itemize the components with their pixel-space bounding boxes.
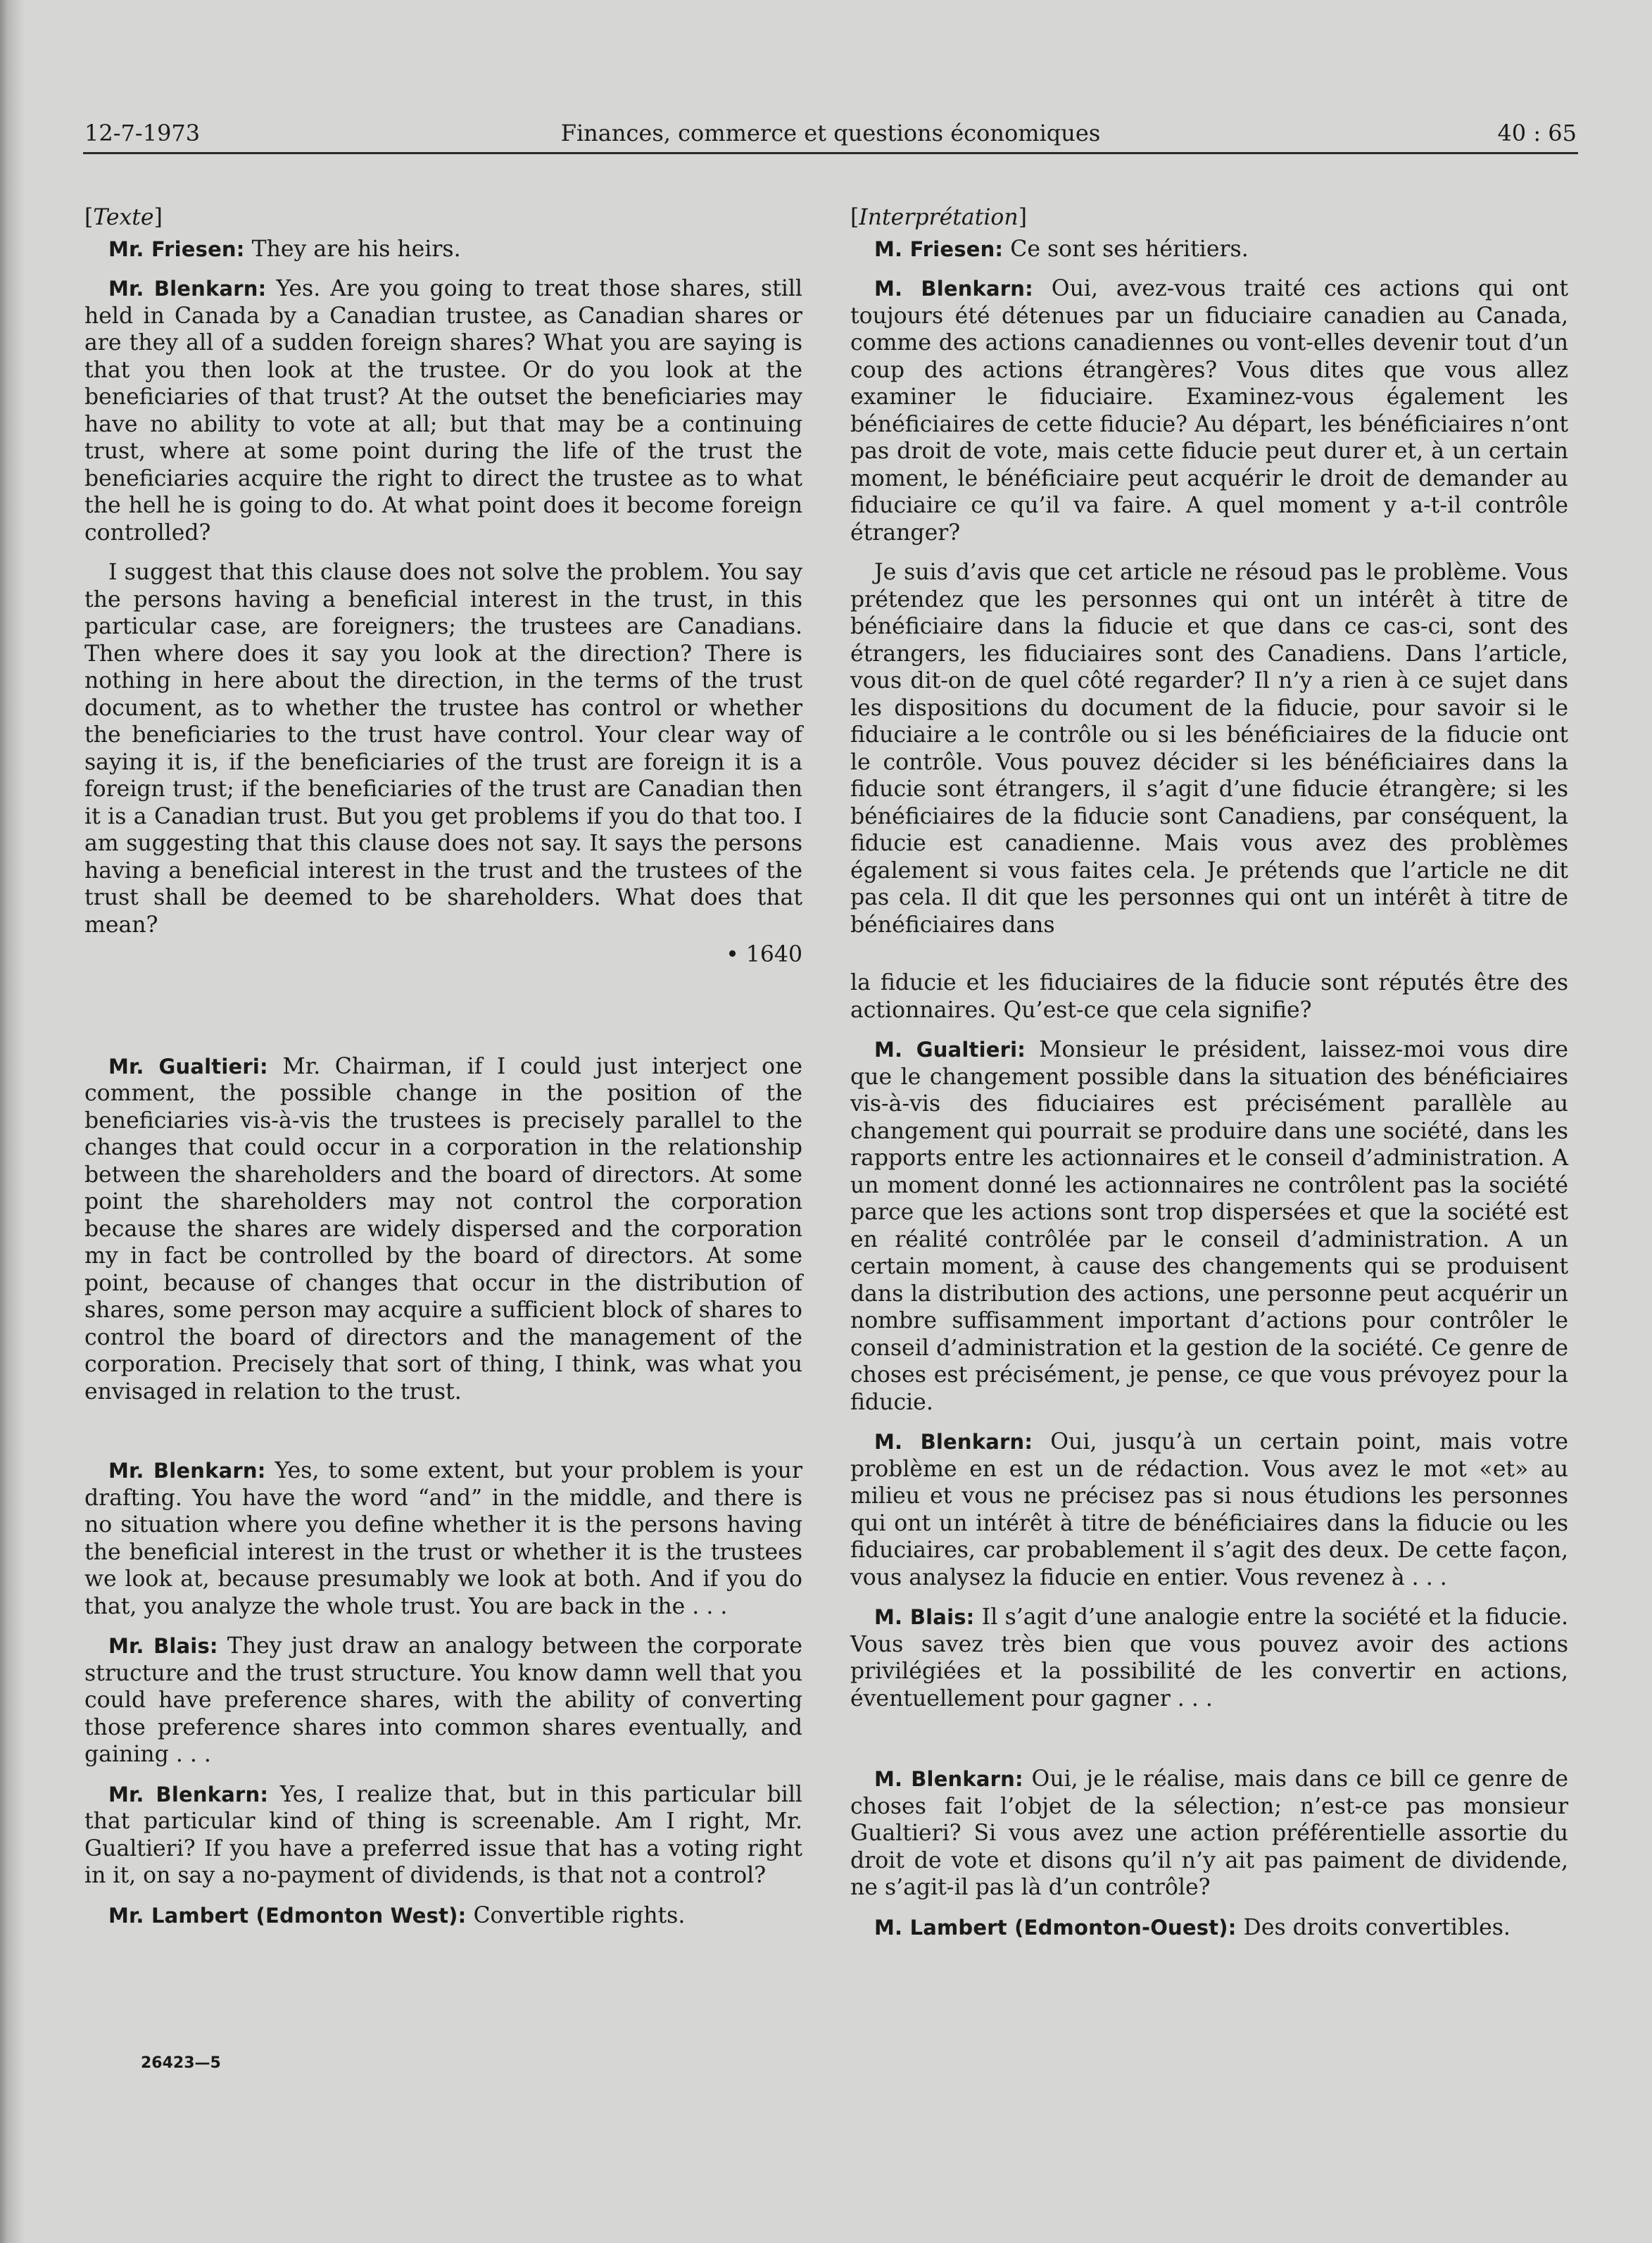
speaker-name: Mr. Friesen: (108, 237, 245, 261)
paragraph (84, 1457, 802, 1620)
paragraph (850, 1428, 1568, 1591)
speaker-name: Mr. Gualtieri: (108, 1054, 268, 1079)
speech-text: Oui, je le réalise, mais dans ce bill ce genre de choses fait l’objet de la sélection; n’est-ce pas monsieur Gualtieri? Si vous avez une action préférentielle assortie du droit de vote et disons qu’il n’y ait pas paiment de dividende, ne s’agit-il pas là d’un contrôle? (850, 1766, 1568, 1900)
paragraph (850, 1036, 1568, 1416)
paragraph (84, 1781, 802, 1890)
speaker-name: Mr. Blenkarn: (108, 1782, 269, 1807)
header-page-ref: 40 : 65 (1497, 120, 1577, 146)
column-tag-text: Interprétation (859, 205, 1019, 230)
speech-text: Monsieur le président, laissez-moi vous dire que le changement possible dans la situation des bénéficiaires vis-à-vis des fiduciaires est précisément parallèle au changement qui pourrait se produire dans une société, dans les rapports entre les actionnaires et le conseil d’administration. A un moment donné les actionnaires ne contrôlent pas la société parce que les actions sont trop dispersées et que la société est en réalité contrôlée par le conseil d’administration. A un certain moment, à cause des changements qui se produisent dans la distribution des actions, une personne peut acquérir un nombre suffisamment important d’actions pour contrôler le conseil d’administration et la gestion de la société. Ce genre de choses est précisément, je pense, ce que vous prévoyez pour la fiducie. (850, 1037, 1568, 1415)
speech-text: la fiducie et les fiduciaires de la fiducie sont réputés être des actionnaires. Qu’est-ce que cela signifie? (850, 970, 1568, 1023)
speech-text: Mr. Chairman, if I could just interject one comment, the possible change in the position of the beneficiaries vis-à-vis the trustees is precisely parallel to the changes that could occur in a corporation in the relationship between the shareholders and the board of directors. At some point the shareholders may not control the corporation because the shares are widely dispersed and the corporation my in fact be controlled by the board of directors. At some point, because of changes that occur in the distribution of shares, some person may acquire a sufficient block of shares to control the board of directors and the management of the corporation. Precisely that sort of thing, I think, was what you envisaged in relation to the trust. (84, 1053, 802, 1405)
print-code: 26423—5 (141, 2054, 221, 2072)
speaker-name: Mr. Blais: (108, 1634, 218, 1658)
speaker-name: M. Blenkarn: (874, 1767, 1023, 1791)
header-title: Finances, commerce et questions économiques (560, 120, 1101, 146)
paragraph (84, 559, 802, 938)
time-marker: • 1640 (726, 942, 802, 967)
speech-text: Il s’agit d’une analogie entre la société et la fiducie. Vous savez très bien que vous pouvez avoir des actions privilégiées et la possibilité de les convertir en actions, éventuellement pour gagner . . . (850, 1604, 1568, 1711)
french-column (850, 204, 1568, 1954)
speaker-name: M. Blenkarn: (874, 277, 1033, 301)
speech-text: Des droits convertibles. (1236, 1914, 1511, 1940)
speaker-name: M. Blenkarn: (874, 1430, 1033, 1454)
speech-text: Ce sont ses héritiers. (1003, 236, 1249, 262)
speech-text: Yes. Are you going to treat those shares, still held in Canada by a Canadian trustee, as Canadian shares or are they all of a sudden foreign shares? What you are saying is that you then look at the trustee. Or do you look at the beneficiaries of that trust? At the outset the beneficiaries may have no ability to vote at all; but that may be a continuing trust, where at some point during the life of the trust the beneficiaries acquire the right to direct the trustee as to what the hell he is going to do. At what point does it become foreign controlled? (84, 276, 802, 546)
english-column (84, 204, 802, 1942)
column-tag: [Texte] (84, 205, 163, 230)
header-date: 12-7-1973 (84, 120, 201, 146)
speech-text: Je suis d’avis que cet article ne résoud pas le problème. Vous prétendez que les personnes qui ont un intérêt à titre de bénéficiaire dans la fiducie et que dans ce cas-ci, sont des étrangers, les fiduciaires sont des Canadiens. Dans l’article, vous dit-on de quel côté regarder? Il n’y a rien à ce sujet dans les dispositions du document de la fiducie, pour savoir si le fiduciaire a le contrôle ou si les bénéficiaires de la fiducie ont le contrôle. Vous pouvez décider si les bénéficiaires dans la fiducie sont étrangers, il s’agit d’une fiducie étrangère; si les bénéficiaires de la fiducie sont Canadiens, par conséquent, la fiducie est canadienne. Mais vous avez des problèmes également si vous faites cela. Je prétends que l’article ne dit pas cela. Il dit que les personnes qui ont un intérêt à titre de bénéficiaires dans (850, 560, 1568, 938)
speaker-name: M. Blais: (874, 1605, 975, 1629)
column-tag: [Interprétation] (850, 205, 1027, 230)
speaker-name: Mr. Blenkarn: (108, 277, 267, 301)
speech-text: Yes, to some extent, but your problem is your drafting. You have the word “and” in the middle, and there is no situation where you define whether it is the persons having the beneficial interest in the trust or whether it is the trustees we look at, because presumably we look at both. And if you do that, you analyze the whole trust. You are back in the . . . (84, 1458, 803, 1619)
paragraph (850, 559, 1568, 938)
column-tag-text: Texte (93, 205, 154, 230)
paragraph (850, 1914, 1568, 1942)
speaker-name: M. Friesen: (874, 237, 1004, 261)
speech-text: Yes, I realize that, but in this particular bill that particular kind of thing is screenable. Am I right, Mr. Gualtieri? If you have a preferred issue that has a voting right in it, on say a no-payment of dividends, is that not a control? (84, 1781, 803, 1888)
speaker-name: Mr. Lambert (Edmonton West): (108, 1903, 467, 1928)
paragraph (850, 1766, 1568, 1902)
speech-text: Oui, avez-vous traité ces actions qui ont toujours été détenues par un fiduciaire canadien au Canada, comme des actions canadiennes ou vont-elles devenir tout d’un coup des actions étrangères? Vous dites que vous allez examiner le fiduciaire. Examinez-vous également les bénéficiaires de cette fiducie? Au départ, les bénéficiaires n’ont pas droit de vote, mais cette fiducie peut durer et, à un certain moment, le bénéficiaire peut acquérir le droit de demander au fiduciaire ce qu’il va faire. A quel moment y a-t-il contrôle étranger? (850, 276, 1568, 546)
paragraph (84, 1902, 802, 1930)
paragraph (84, 275, 802, 546)
paragraph (84, 236, 802, 263)
paragraph (850, 275, 1568, 546)
speech-text: They are his heirs. (244, 236, 461, 262)
speaker-name: M. Lambert (Edmonton-Ouest): (874, 1915, 1237, 1940)
speech-text: Oui, jusqu’à un certain point, mais votre problème en est un de rédaction. Vous avez le mot «et» au milieu et vous ne précisez pas si nous étudions les personnes qui ont un intérêt à titre de bénéficiaires dans la fiducie ou les fiduciaires, car probablement il s’agit des deux. De cette façon, vous analysez la fiducie en entier. Vous revenez à . . . (850, 1429, 1569, 1590)
speaker-name: Mr. Blenkarn: (108, 1459, 266, 1483)
paragraph (850, 1604, 1568, 1712)
header-rule (83, 152, 1578, 154)
speaker-name: M. Gualtieri: (874, 1038, 1026, 1062)
speech-text: I suggest that this clause does not solve the problem. You say the persons having a beneficial interest in the trust, in this particular case, are foreigners; the trustees are Canadians. Then where does it say you look at the direction? There is nothing in here about the direction, in the terms of the trust document, as to whether the trustee has control or whether the beneficiaries to the trust have control. Your clear way of saying it is, if the beneficiaries of the trust are foreign it is a foreign trust; if the beneficiaries of the trust are Canadian then it is a Canadian trust. But you get problems if you do that too. I am suggesting that this clause does not say. It says the persons having a beneficial interest in the trust and the trustees of the trust shall be deemed to be shareholders. What does that mean? (84, 560, 802, 938)
page-binding-shadow (0, 0, 25, 2243)
paragraph (84, 1633, 802, 1768)
speech-text: They just draw an analogy between the corporate structure and the trust structure. You know damn well that you could have preference shares, with the ability of converting those preference shares into common shares eventually, and gaining . . . (84, 1633, 802, 1767)
speech-text: Convertible rights. (466, 1902, 686, 1928)
paragraph-continued (850, 969, 1568, 1024)
running-header (84, 120, 1577, 155)
paragraph (850, 236, 1568, 263)
paragraph (84, 1053, 802, 1406)
